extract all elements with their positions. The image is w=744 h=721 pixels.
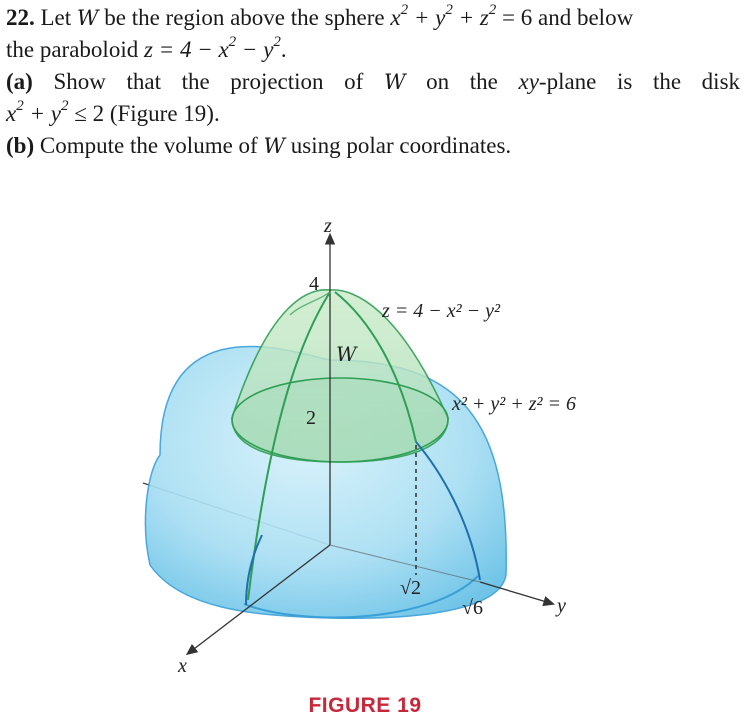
problem-line-2: the paraboloid $z = 4 - x^2 - y^2$. <box>6 34 287 62</box>
part-a-tag: (a) <box>6 69 33 94</box>
z-axis-label: z <box>324 215 332 237</box>
part-a: (a) Show that the projection of W on the xy-plane is the disk <box>6 69 741 94</box>
paraboloid-equation: $z = 4 - x^2 - y^2$ <box>143 34 281 62</box>
tick-2-label: 2 <box>306 407 316 429</box>
tick-4-label: 4 <box>309 273 319 295</box>
paraboloid-equation-label: z = 4 − x² − y² <box>382 300 501 322</box>
part-b-tag: (b) <box>6 133 35 158</box>
intro-text-3: the paraboloid <box>6 37 139 62</box>
sqrt2-label: √2 <box>400 577 421 599</box>
sqrt6-label: √6 <box>462 597 483 619</box>
y-axis-label: y <box>557 595 566 617</box>
intro-text-2: be the region above the sphere <box>104 5 385 30</box>
region-symbol: W <box>76 6 99 30</box>
problem-statement <box>6 2 740 162</box>
sphere-equation: $x^2 + y^2 + z^2$ <box>390 2 497 30</box>
sphere-equation-label: x² + y² + z² = 6 <box>452 393 577 415</box>
part-b: (b) Compute the volume of W using polar coordinates. <box>6 133 512 158</box>
sphere-equation-rest: = 6 and below <box>502 5 634 30</box>
problem-number: 22. <box>6 5 35 30</box>
part-a-continued: $x^2 + y^2 \le 2$ (Figure 19). <box>6 98 220 126</box>
intersection-circle <box>232 378 448 462</box>
problem-line-1 <box>6 2 740 34</box>
x-axis-label: x <box>178 655 187 677</box>
figure-19-diagram <box>0 195 744 695</box>
figure-caption: FIGURE 19 <box>308 694 422 717</box>
region-w-label: W <box>336 342 357 366</box>
intro-text-1: Let <box>40 5 72 30</box>
